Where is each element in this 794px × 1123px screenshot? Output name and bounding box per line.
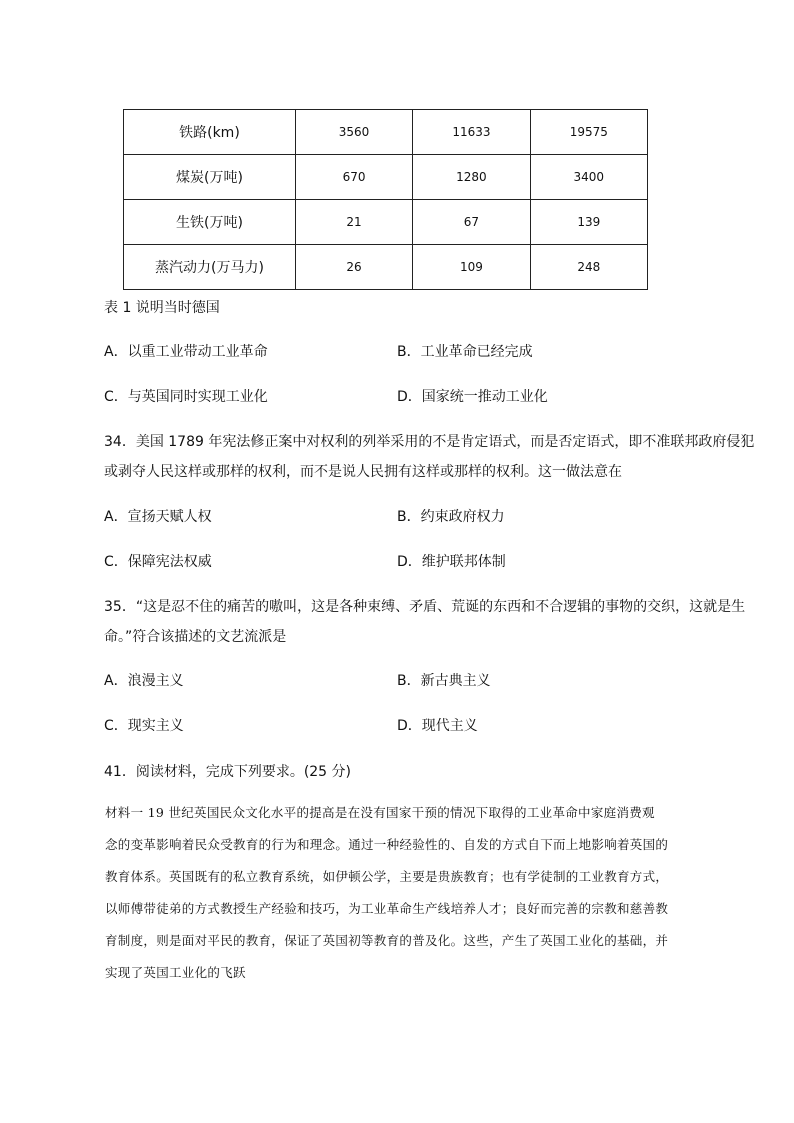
q33-option-d[interactable]: D．国家统一推动工业化 (397, 389, 548, 405)
cell-value: 139 (530, 200, 647, 245)
cell-value: 3560 (295, 110, 412, 155)
q34-option-c[interactable]: C．保障宪法权威 (104, 554, 212, 570)
cell-value: 109 (413, 245, 530, 290)
cell-value: 21 (295, 200, 412, 245)
q34-option-a[interactable]: A．宣扬天赋人权 (104, 509, 212, 525)
q41-stem: 41．阅读材料，完成下列要求。(25 分) (104, 764, 352, 780)
material-line: 念的变革影响着民众受教育的行为和理念。通过一种经验性的、自发的方式自下而上地影响着英国的 (105, 837, 669, 852)
q35-stem-line2: 命。”符合该描述的文艺流派是 (104, 629, 287, 645)
q35-stem-line1: 35．“这是忍不住的痛苦的嗷叫，这是各种束缚、矛盾、荒诞的东西和不合逻辑的事物的交织，这就是生 (104, 599, 746, 615)
material-line: 实现了英国工业化的飞跃 (105, 965, 246, 980)
cell-value: 248 (530, 245, 647, 290)
industry-data-table (123, 109, 648, 290)
cell-value: 11633 (413, 110, 530, 155)
q33-option-c[interactable]: C．与英国同时实现工业化 (104, 389, 268, 405)
q35-option-b[interactable]: B．新古典主义 (397, 673, 491, 689)
q33-option-a[interactable]: A．以重工业带动工业革命 (104, 344, 268, 360)
material-line: 育制度，则是面对平民的教育，保证了英国初等教育的普及化。这些，产生了英国工业化的基础，并 (105, 933, 669, 948)
material-line: 材料一 19 世纪英国民众文化水平的提高是在没有国家干预的情况下取得的工业革命中家庭消费观 (105, 805, 655, 820)
material-line: 教育体系。英国既有的私立教育系统，如伊顿公学，主要是贵族教育；也有学徒制的工业教育方式， (105, 869, 669, 884)
q35-option-d[interactable]: D．现代主义 (397, 718, 478, 734)
material-line: 以师傅带徒弟的方式教授生产经验和技巧，为工业革命生产线培养人才；良好而完善的宗教和慈善教 (105, 901, 669, 916)
q33-stem: 表 1 说明当时德国 (104, 300, 220, 316)
table-row (124, 245, 648, 290)
row-label: 煤炭(万吨) (124, 155, 296, 200)
table-row (124, 200, 648, 245)
q35-option-a[interactable]: A．浪漫主义 (104, 673, 184, 689)
row-label: 生铁(万吨) (124, 200, 296, 245)
table-row (124, 155, 648, 200)
row-label: 蒸汽动力(万马力) (124, 245, 296, 290)
cell-value: 19575 (530, 110, 647, 155)
q35-option-c[interactable]: C．现实主义 (104, 718, 184, 734)
q34-stem-line2: 或剥夺人民这样或那样的权利，而不是说人民拥有这样或那样的权利。这一做法意在 (104, 464, 622, 480)
q33-option-b[interactable]: B．工业革命已经完成 (397, 344, 533, 360)
cell-value: 1280 (413, 155, 530, 200)
q34-option-d[interactable]: D．维护联邦体制 (397, 554, 506, 570)
cell-value: 670 (295, 155, 412, 200)
material-one (105, 797, 725, 989)
cell-value: 3400 (530, 155, 647, 200)
cell-value: 67 (413, 200, 530, 245)
table-row (124, 110, 648, 155)
q34-stem-line1: 34．美国 1789 年宪法修正案中对权利的列举采用的不是肯定语式，而是否定语式，即不准联邦政府侵犯 (104, 434, 755, 450)
row-label: 铁路(km) (124, 110, 296, 155)
q34-option-b[interactable]: B．约束政府权力 (397, 509, 505, 525)
cell-value: 26 (295, 245, 412, 290)
